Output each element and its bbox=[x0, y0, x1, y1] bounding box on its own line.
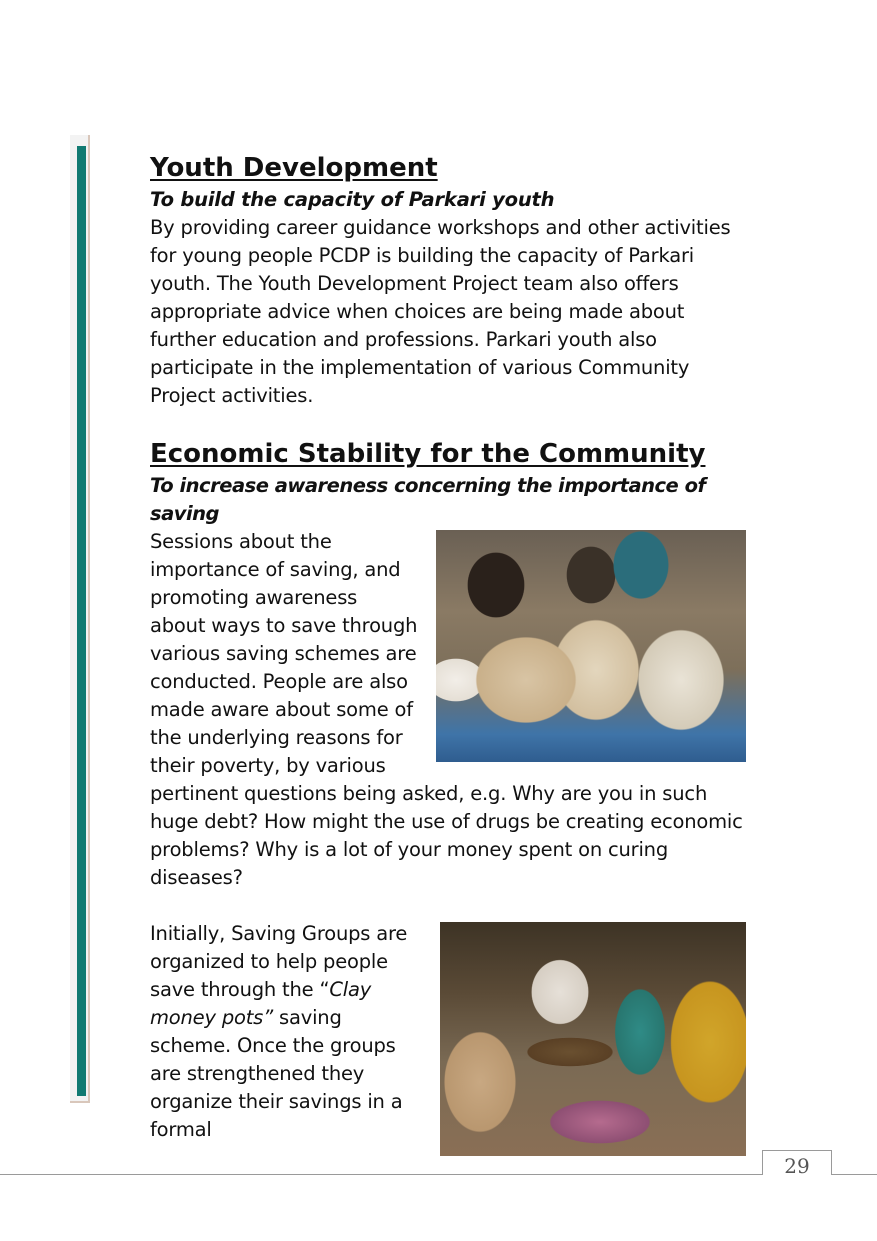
footer-rule bbox=[0, 1174, 877, 1175]
youth-development-body: By providing career guidance workshops and other activities for young people PCDP is building the capacity of Parkari youth. The Youth Development Project team also offers appropriate advice when choices are being made about further education and professions. Parkari youth also participate in the implementation of various Community Project activities. bbox=[150, 216, 731, 407]
clay-money-pots-term: Clay money pots” bbox=[150, 978, 372, 1029]
sidebar-accent-stripe bbox=[77, 146, 86, 1096]
page-content bbox=[150, 150, 750, 1156]
savings-session-photo bbox=[436, 530, 746, 762]
saving-groups-text-start: Initially, Saving Groups are organized to help people save through the “ bbox=[150, 922, 408, 1001]
saving-group-photo bbox=[440, 922, 746, 1156]
saving-groups-text-end: saving scheme. Once the groups are strengthened they organize their savings in a formal bbox=[150, 1006, 403, 1141]
economic-stability-subtitle: To increase awareness concerning the importance of saving bbox=[150, 474, 706, 525]
youth-development-subtitle: To build the capacity of Parkari youth bbox=[150, 188, 555, 211]
page-number: 29 bbox=[762, 1150, 832, 1175]
economic-stability-heading: Economic Stability for the Community bbox=[150, 439, 706, 469]
economic-stability-body: Sessions about the importance of saving, and promoting awareness about ways to save through various saving schemes are conducted. People are also made aware about some of the underlying reasons for their poverty, by various pertinent questions being asked, e.g. Why are you in such huge debt? How might the use of drugs be creating economic problems? Why is a lot of your money spent on curing diseases? bbox=[150, 530, 743, 889]
youth-development-heading: Youth Development bbox=[150, 153, 438, 183]
